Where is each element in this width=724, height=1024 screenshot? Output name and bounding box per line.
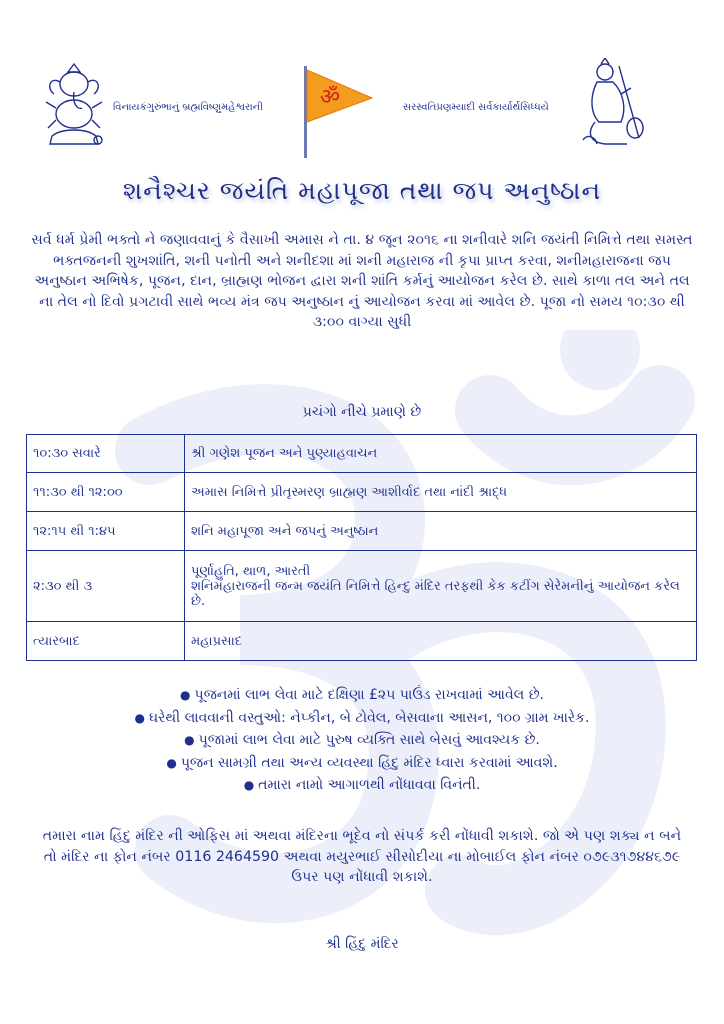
- signature: શ્રી હિંદુ મંદિર: [325, 936, 399, 952]
- note-text: ઘરેથી લાવવાની વસ્તુઓ: નેપ્કીન, બે ટોવેલ, બેસવાના આસન, ૧૦૦ ગ્રામ ખારેક.: [149, 709, 590, 726]
- contact-paragraph: તમારા નામ હિંદુ મંદિર ની ઓફિસ માં અથવા મંદિરના ભૂદેવ નો સંપર્ક કરી નોંધાવી શકાશે. જો એ પણ શક્ય ન બને તો મંદિર ના ફોન નંબર 0116 2464590 અથવા મયુરભાઈ સીસોદીયા ના મોબાઈલ ફોન નંબર ૦૭૯૩૧૭૪૪૬૭૯ ઉપર પણ નોંધાવી શકાશે.: [42, 828, 682, 885]
- schedule-time: ૧૧:૩૦ થી ૧૨:૦૦: [27, 473, 185, 512]
- intro-paragraph: સર્વ ધર્મ પ્રેમી ભક્તો ને જણાવવાનું કે વૈસાખી અમાસ ને તા. ૪ જૂન ૨૦૧૬ ના શનીવારે શનિ જયંતી નિમિત્તે તથા સમસ્ત ભક્તજનની શુખશાંતિ, શની પનોતી અને શનીદશા માં શની મહારાજ ની કૃપા પ્રાપ્ત કરવા, શનીમહારાજના જપ અનુષ્ઠાન અભિષેક, પૂજન, દાન, બ્રાહ્મણ ભોજન દ્વારા શની શાંતિ કર્મનું આયોજન કરેલ છે. સાથે કાળા તલ અને તલ ના તેલ નો દિવો પ્રગટાવી સાથે ભવ્ય મંત્ર જપ અનુષ્ઠાન નું આયોજન કરવા માં આવેલ છે. પૂજા નો સમય ૧૦:૩૦ થી ૩:૦૦ વાગ્યા સુધી: [31, 232, 693, 330]
- schedule-time: ૧૦:૩૦ સવારે: [27, 435, 185, 473]
- om-symbol: ॐ: [319, 85, 341, 110]
- schedule-event: મહાપ્રસાદ: [185, 622, 697, 661]
- table-row: [27, 473, 697, 512]
- note-text: પૂજામાં લાભ લેવા માટે પુરુષ વ્યક્તિ સાથે બેસવું આવશ્યક છે.: [198, 732, 540, 749]
- schedule-time: ૨:૩૦ થી ૩: [27, 551, 185, 622]
- table-row: [27, 551, 697, 622]
- schedule-heading: પ્રચંગો નીચે પ્રમાણે છે: [302, 404, 422, 420]
- list-item: [0, 729, 724, 752]
- saraswati-icon: [575, 58, 647, 150]
- schedule-event: શ્રી ગણેશ પૂજન અને પુણ્યાહવાચન: [185, 435, 697, 473]
- list-item: [0, 707, 724, 730]
- om-watermark: [60, 330, 700, 1010]
- schedule-event-cell: [185, 551, 697, 622]
- schedule-event: પૂર્ણાહુતિ, થાળ, આરતી: [191, 563, 311, 579]
- schedule-table: [26, 434, 697, 661]
- bullet-icon: ●: [180, 688, 191, 702]
- saffron-flag-icon: [296, 60, 376, 160]
- note-text: પૂજન સામગ્રી તથા અન્ય વ્યવસ્થા હિંદુ મંદિર ધ્વારા કરવામાં આવશે.: [180, 754, 558, 771]
- note-text: પૂજનમાં લાભ લેવા માટે દક્ષિણા £૨૫ પાઉંડ રાખવામાં આવેલ છે.: [194, 687, 544, 703]
- table-row: [27, 435, 697, 473]
- table-row: [27, 512, 697, 551]
- header: [0, 50, 724, 160]
- bullet-icon: ●: [134, 710, 145, 725]
- schedule-event: શનિ મહાપૂજા અને જપનું અનુષ્ઠાન: [185, 512, 697, 551]
- bullet-icon: ●: [184, 733, 195, 748]
- notes-list: [0, 684, 724, 797]
- list-item: [0, 752, 724, 775]
- note-text: તમારા નામો આગાળથી નોંધાવવા વિનંતી.: [258, 777, 481, 794]
- verse-left: વિનાયકંગુરુંભાનું બ્રહ્મવિષ્ણુમહેશ્વરાની: [113, 102, 263, 113]
- list-item: [0, 774, 724, 797]
- schedule-event-note: શનિમહારાજની જન્મ જયંતિ નિમિત્તે હિન્દુ મંદિર તરફથી કેક કટીંગ સેરેમનીનું આયોજન કરેલ છે.: [191, 578, 680, 609]
- bullet-icon: ●: [166, 755, 177, 770]
- bullet-icon: ●: [243, 778, 255, 793]
- schedule-event: અમાસ નિમિત્તે પ્રીતૃસ્મરણ બ્રાહ્મણ આશીર્વાદ તથા નાંદી શ્રાદ્ધ: [185, 473, 697, 512]
- ganesha-icon: [38, 58, 110, 150]
- verse-right: સરસ્વતિપ્રણમ્યાદી સર્વકાર્યાર્થસિધ્ધયે: [403, 102, 549, 113]
- schedule-time: ૧૨:૧૫ થી ૧:૪૫: [27, 512, 185, 551]
- page-title: શનૈશ્ચર જયંતિ મહાપૂજા તથા જપ અનુષ્ઠાન: [122, 176, 602, 205]
- list-item: [0, 684, 724, 707]
- schedule-time: ત્યારબાદ: [27, 622, 185, 661]
- table-row: [27, 622, 697, 661]
